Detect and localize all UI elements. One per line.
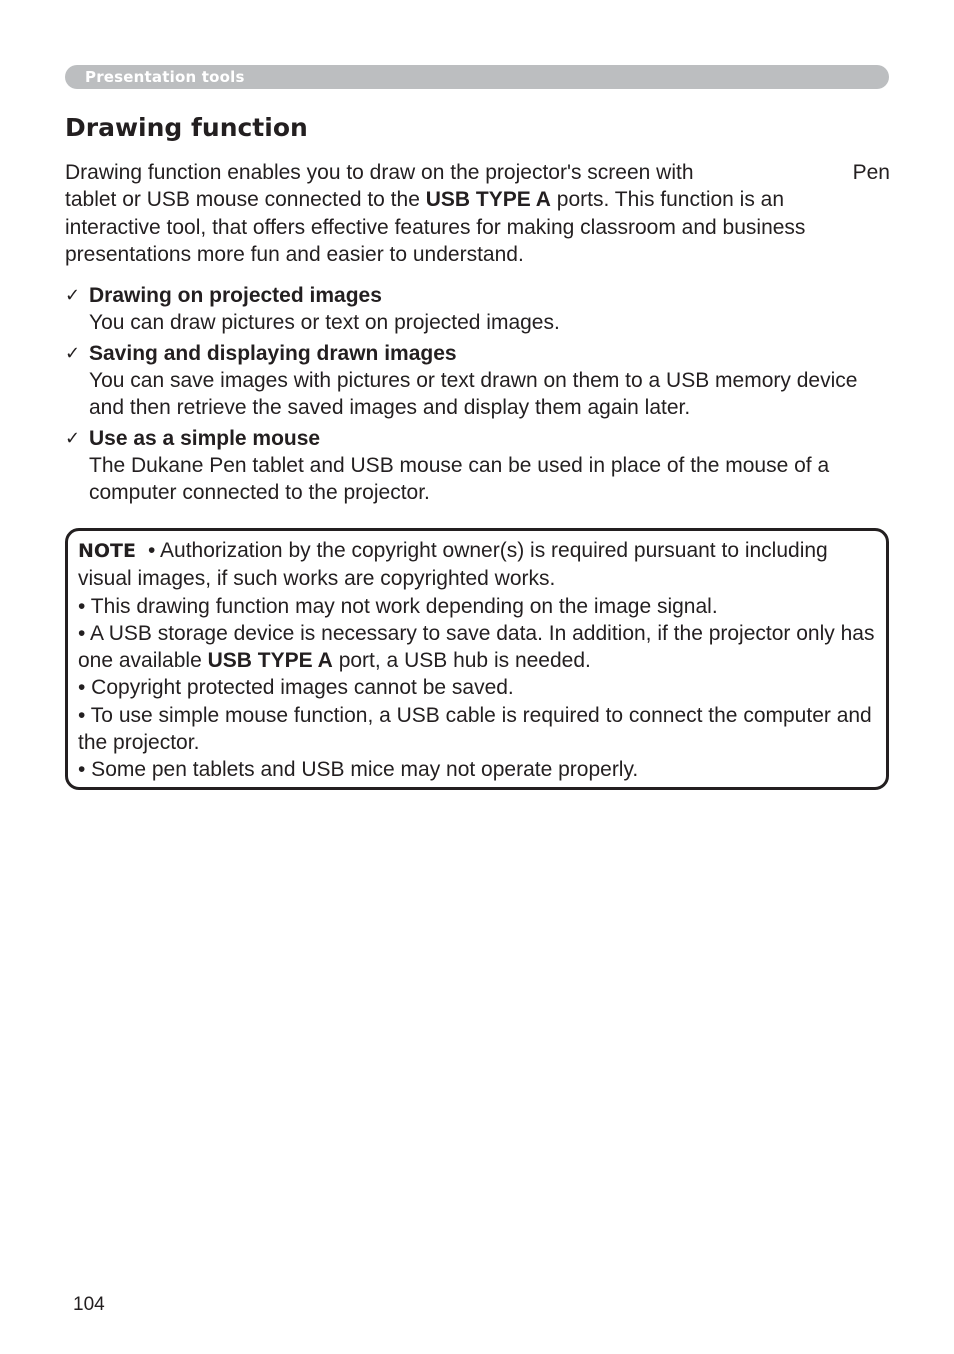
- feature-title: Drawing on projected images: [89, 284, 382, 307]
- feature-title: Use as a simple mouse: [89, 427, 321, 450]
- note-content: [78, 537, 878, 784]
- intro-paragraph: [65, 159, 890, 268]
- feature-description: You can draw pictures or text on projected images.: [89, 311, 560, 334]
- intro-text: tablet or USB mouse connected to the: [65, 188, 426, 212]
- intro-line-2: [65, 186, 890, 213]
- note-item-text: • Authorization by the copyright owner(s) is required pursuant to including visual images, if such works are copyrighted works.: [78, 539, 828, 591]
- feature-list: [65, 282, 895, 510]
- intro-line-4: presentations more fun and easier to understand.: [65, 242, 524, 266]
- check-icon: ✓: [65, 428, 81, 449]
- note-item: [78, 537, 878, 593]
- intro-text: ports. This function is an: [550, 188, 785, 212]
- page-number: 104: [73, 1294, 105, 1315]
- page-title: Drawing function: [65, 113, 308, 142]
- intro-line-1: [65, 159, 890, 186]
- feature-item: [65, 282, 895, 336]
- note-item: [78, 620, 878, 675]
- intro-text: Drawing function enables you to draw on the projector's screen with: [65, 161, 694, 184]
- feature-description: You can save images with pictures or text drawn on them to a USB memory device and then retrieve the saved images and display them again later.: [89, 369, 858, 419]
- check-icon: ✓: [65, 285, 81, 306]
- intro-line-3: interactive tool, that offers effective features for making classroom and business: [65, 215, 806, 239]
- check-icon: ✓: [65, 343, 81, 364]
- note-item-text: port, a USB hub is needed.: [332, 649, 591, 673]
- port-name: USB TYPE A: [425, 188, 551, 212]
- feature-item: [65, 425, 895, 506]
- section-header-bar: [65, 65, 889, 89]
- port-name: USB TYPE A: [207, 649, 333, 673]
- note-item: • This drawing function may not work depending on the image signal.: [78, 594, 718, 618]
- note-item-text: • A USB storage device is necessary to save data. In addition, if the projector only has one available: [78, 621, 875, 673]
- section-label: Presentation tools: [85, 68, 245, 86]
- note-item: • To use simple mouse function, a USB cable is required to connect the computer and the projector.: [78, 703, 872, 755]
- note-item: • Some pen tablets and USB mice may not operate properly.: [78, 758, 639, 782]
- note-item: • Copyright protected images cannot be saved.: [78, 676, 514, 700]
- feature-description: The Dukane Pen tablet and USB mouse can be used in place of the mouse of a computer connected to the projector.: [89, 454, 830, 504]
- note-label: NOTE: [78, 540, 136, 562]
- feature-title: Saving and displaying drawn images: [89, 342, 457, 365]
- intro-text: Pen: [852, 161, 890, 184]
- feature-item: [65, 340, 895, 421]
- note-box: [65, 528, 889, 790]
